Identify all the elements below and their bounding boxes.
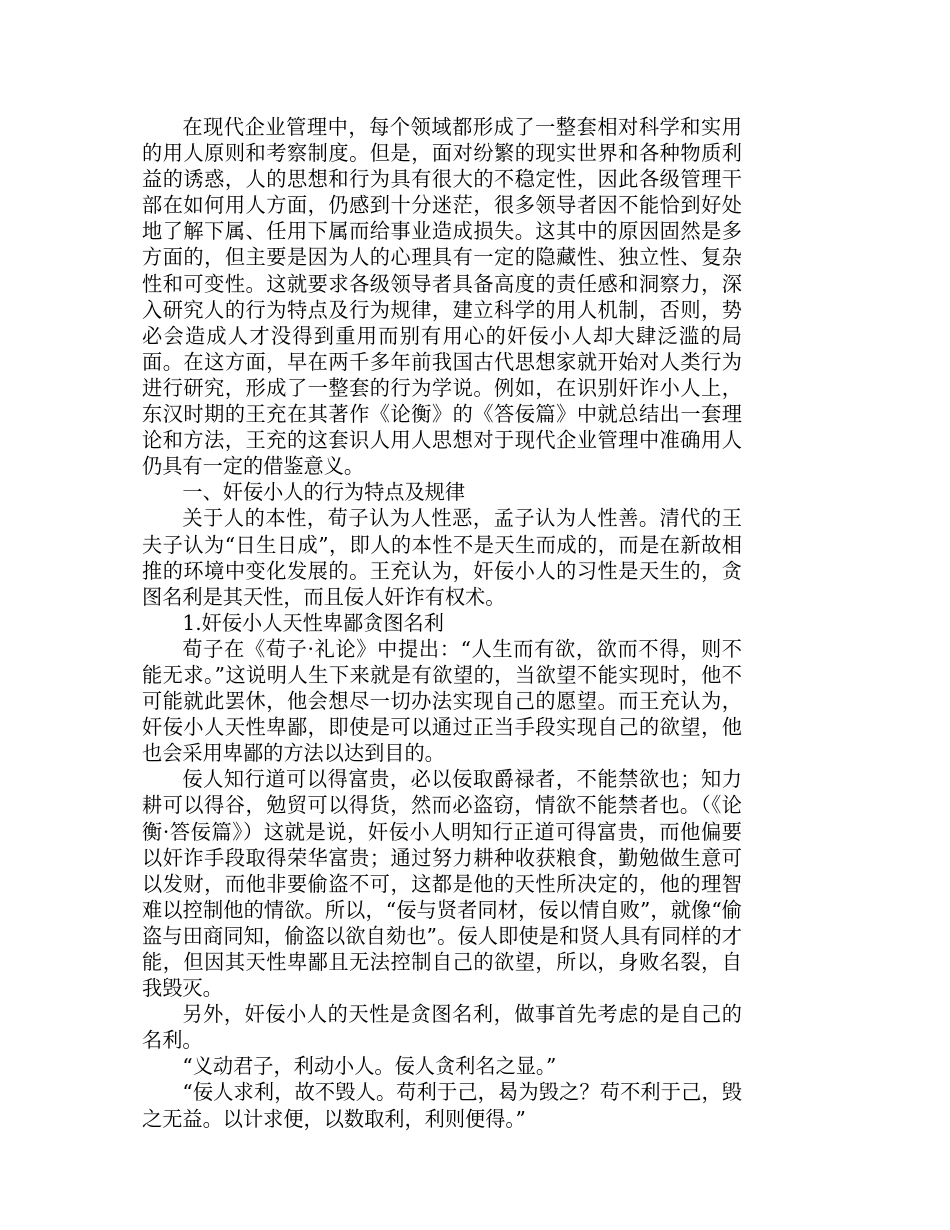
subsection-heading: 1.奸佞小人天性卑鄙贪图名利 xyxy=(182,610,444,635)
quote-yi-dong-junzi: “义动君子，利动小人。佞人贪利名之显。” xyxy=(182,1054,557,1079)
quote-ningren-qiuli: “佞人求利，故不毁人。苟利于己，曷为毁之？苟不利于己，毁之无益。以计求便，以数取利，利则便得。” xyxy=(142,1080,742,1131)
section-heading: 一、奸佞小人的行为特点及规律 xyxy=(182,480,466,505)
paragraph-fame-profit: 另外，奸佞小人的天性是贪图名利，做事首先考虑的是自己的名利。 xyxy=(142,1002,742,1053)
paragraph-human-nature: 关于人的本性，荀子认为人性恶，孟子认为人性善。清代的王夫子认为“日生日成”，即人的本性不是天生而成的，而是在新故相推的环境中变化发展的。王充认为，奸佞小人的习性是天生的，贪图名利是其天性，而且佞人奸诈有权术。 xyxy=(142,506,742,609)
document-body xyxy=(142,114,742,1132)
paragraph-intro: 在现代企业管理中，每个领域都形成了一整套相对科学和实用的用人原则和考察制度。但是，面对纷繁的现实世界和各种物质利益的诱惑，人的思想和行为具有很大的不稳定性，因此各级管理干部在如何用人方面，仍感到十分迷茫，很多领导者因不能恰到好处地了解下属、任用下属而给事业造成损失。这其中的原因固然是多方面的，但主要是因为人的心理具有一定的隐藏性、独立性、复杂性和可变性。这就要求各级领导者具备高度的责任感和洞察力，深入研究人的行为特点及行为规律，建立科学的用人机制，否则，势必会造成人才没得到重用而别有用心的奸佞小人却大肆泛滥的局面。在这方面，早在两千多年前我国古代思想家就开始对人类行为进行研究，形成了一整套的行为学说。例如，在识别奸诈小人上，东汉时期的王充在其著作《论衡》的《答佞篇》中就总结出一套理论和方法，王充的这套识人用人思想对于现代企业管理中准确用人仍具有一定的借鉴意义。 xyxy=(142,115,742,479)
paragraph-lunheng-quote: 佞人知行道可以得富贵，必以佞取爵禄者，不能禁欲也；知力耕可以得谷，勉贸可以得货，然而必盗窃，情欲不能禁者也。（《论衡·答佞篇》）这就是说，奸佞小人明知行正道可得富贵，而他偏要以奸诈手段取得荣华富贵；通过努力耕种收获粮食，勤勉做生意可以发财，而他非要偷盗不可，这都是他的天性所决定的，他的理智难以控制他的情欲。所以，“佞与贤者同材，佞以情自败”，就像“偷盗与田商同知，偷盗以欲自劾也”。佞人即使是和贤人具有同样的才能，但因其天性卑鄙且无法控制自己的欲望，所以，身败名裂，自我毁灭。 xyxy=(142,767,742,1001)
paragraph-xunzi: 荀子在《荀子·礼论》中提出：“人生而有欲，欲而不得，则不能无求。”这说明人生下来就是有欲望的，当欲望不能实现时，他不可能就此罢休，他会想尽一切办法实现自己的愿望。而王充认为，奸佞小人天性卑鄙，即使是可以通过正当手段实现自己的欲望，他也会采用卑鄙的方法以达到目的。 xyxy=(142,636,742,766)
